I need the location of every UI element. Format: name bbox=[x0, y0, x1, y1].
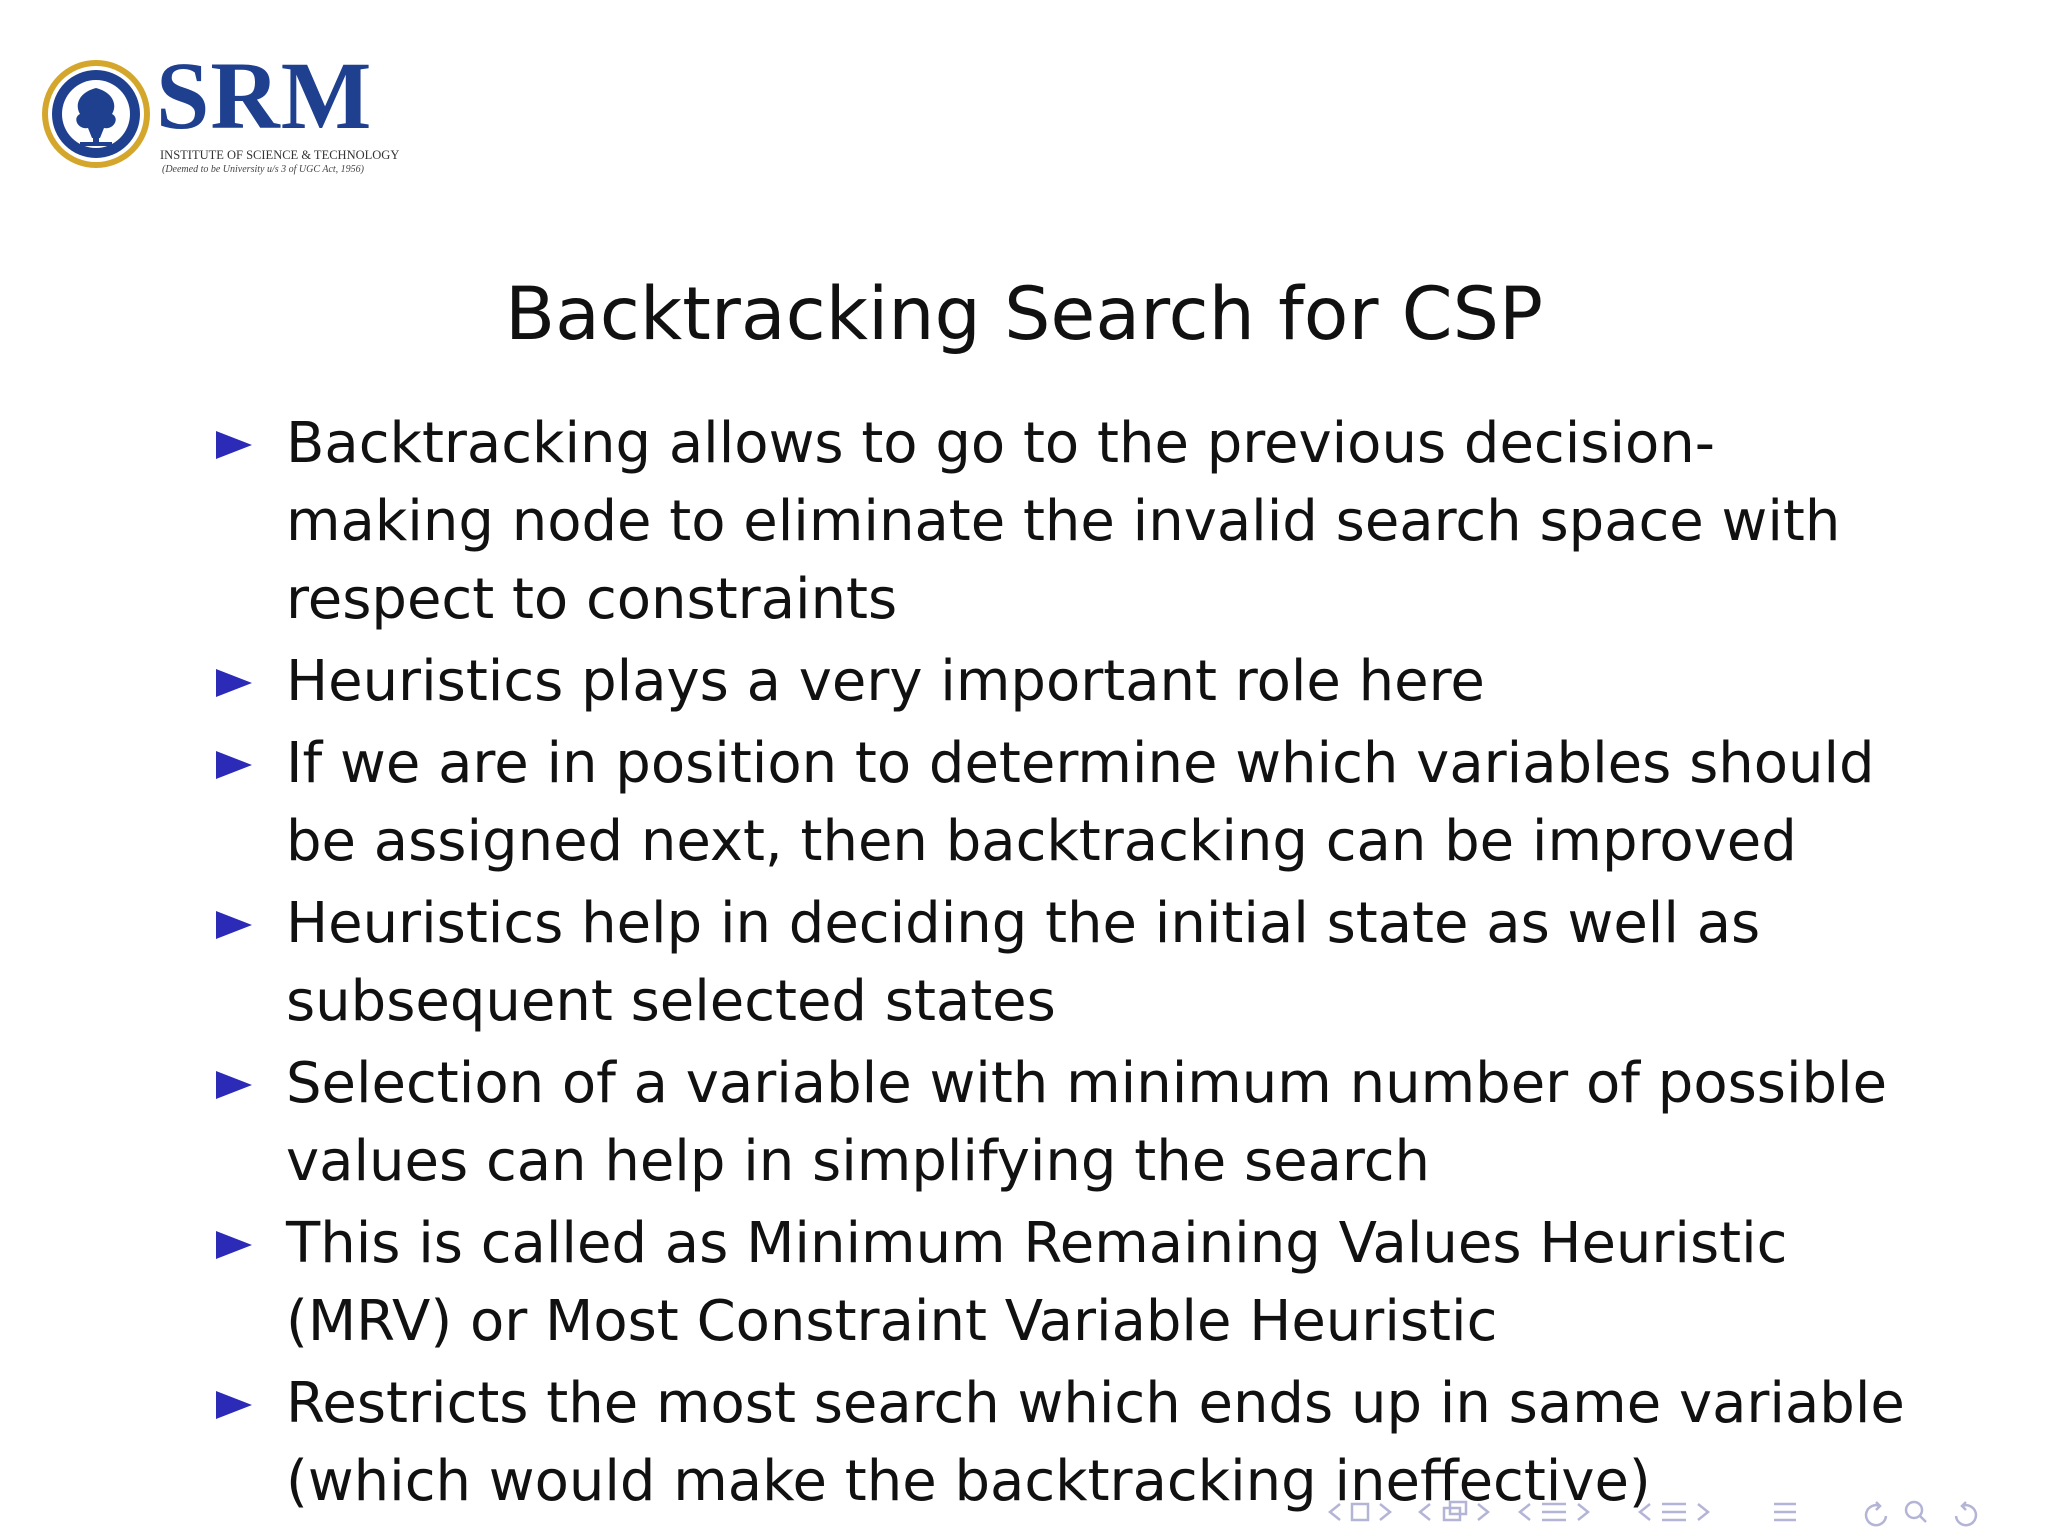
university-seal-icon bbox=[40, 58, 152, 170]
triangle-right-icon bbox=[214, 427, 254, 463]
nav-search-icon[interactable] bbox=[1866, 1502, 1976, 1525]
triangle-right-icon bbox=[214, 665, 254, 701]
bullet-item bbox=[210, 1205, 1910, 1361]
bullet-text: This is called as Minimum Remaining Values Heuristic (MRV) or Most Constraint Variable Heuristic bbox=[286, 1211, 1788, 1354]
triangle-right-icon bbox=[214, 907, 254, 943]
nav-appendix-icon[interactable] bbox=[1774, 1504, 1796, 1520]
triangle-right-icon bbox=[214, 1387, 254, 1423]
logo-tagline: (Deemed to be University u/s 3 of UGC Act, 1956) bbox=[162, 164, 364, 175]
logo-subtitle: INSTITUTE OF SCIENCE & TECHNOLOGY bbox=[160, 148, 400, 162]
bullet-item bbox=[210, 885, 1910, 1041]
triangle-right-icon bbox=[214, 747, 254, 783]
nav-slide-icon[interactable] bbox=[1640, 1504, 1708, 1520]
bullet-text: Heuristics help in deciding the initial state as well as subsequent selected states bbox=[286, 891, 1761, 1034]
bullet-text: Heuristics plays a very important role here bbox=[286, 649, 1485, 714]
bullet-text: Restricts the most search which ends up in same variable (which would make the backtracking ineffective) bbox=[286, 1371, 1905, 1514]
logo-wordmark: SRM bbox=[156, 42, 373, 149]
bullet-item bbox=[210, 1045, 1910, 1201]
bullet-item bbox=[210, 725, 1910, 881]
slide-title: Backtracking Search for CSP bbox=[504, 272, 1543, 357]
nav-subsection-icon[interactable] bbox=[1420, 1502, 1488, 1520]
triangle-right-icon bbox=[214, 1067, 254, 1103]
srm-logo bbox=[40, 42, 410, 182]
nav-section-icon[interactable] bbox=[1520, 1504, 1588, 1520]
triangle-right-icon bbox=[214, 1227, 254, 1263]
bullet-list bbox=[210, 405, 1910, 1525]
bullet-text: If we are in position to determine which variables should be assigned next, then backtracking can be improved bbox=[286, 731, 1875, 874]
nav-frame-icon[interactable] bbox=[1330, 1504, 1390, 1520]
bullet-text: Backtracking allows to go to the previous decision-making node to eliminate the invalid search space with respect to constraints bbox=[286, 411, 1841, 632]
beamer-navigation bbox=[1320, 1494, 2040, 1530]
bullet-item bbox=[210, 643, 1910, 721]
bullet-text: Selection of a variable with minimum number of possible values can help in simplifying the search bbox=[286, 1051, 1888, 1194]
bullet-item bbox=[210, 405, 1910, 639]
